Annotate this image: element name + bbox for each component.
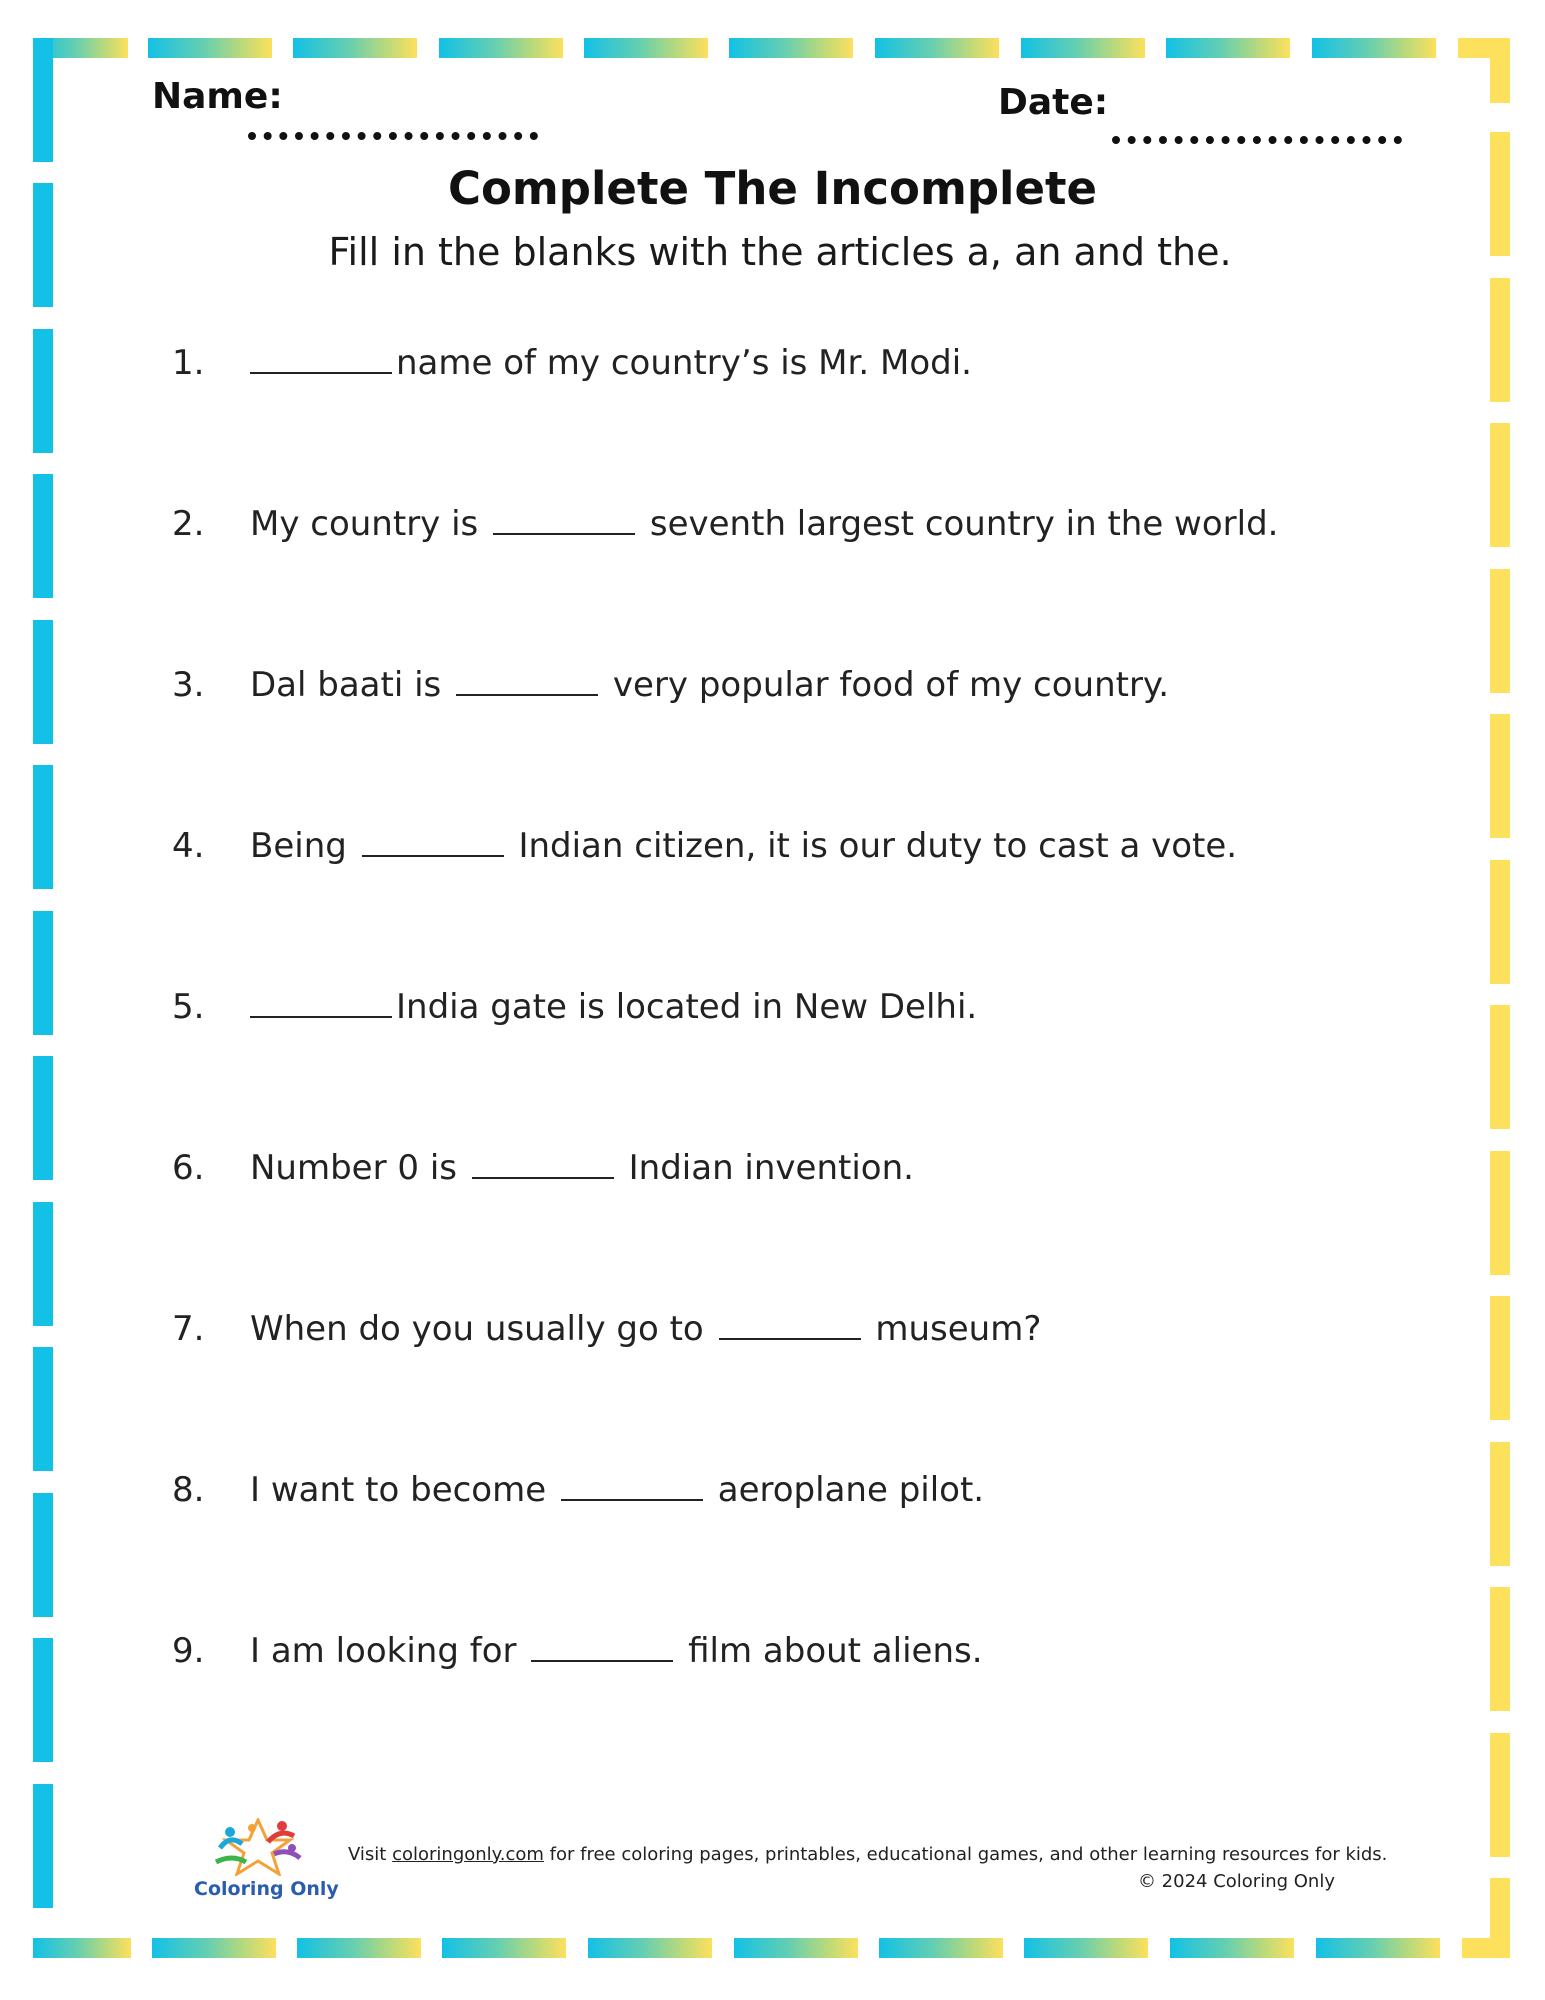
answer-blank[interactable] [719,1306,861,1340]
answer-blank[interactable] [456,662,598,696]
question-text-before: I want to become [250,1470,547,1510]
question-text-before: When do you usually go to [250,1309,704,1349]
coloringonly-link[interactable]: coloringonly.com [392,1844,544,1865]
question-text-before: Number 0 is [250,1148,457,1188]
answer-blank[interactable] [250,340,392,374]
question-text-after: India gate is located in New Delhi. [396,987,978,1027]
question-number: 1. [172,343,205,383]
footer-visit-suffix: for free coloring pages, printables, educational games, and other learning resources for kids. [549,1844,1388,1865]
question-number: 5. [172,987,205,1027]
answer-blank[interactable] [250,984,392,1018]
worksheet-instructions: Fill in the blanks with the articles a, an and the. [328,230,1232,274]
date-field[interactable] [1112,136,1402,144]
question-text-after: very popular food of my country. [612,665,1170,705]
star-people-logo-icon [212,1818,304,1876]
question-number: 2. [172,504,205,544]
question-text-after: Indian citizen, it is our duty to cast a vote. [518,826,1238,866]
answer-blank[interactable] [362,823,504,857]
footer-visit-prefix: Visit [348,1844,387,1865]
question-text-before: Being [250,826,347,866]
question-text-before: Dal baati is [250,665,442,705]
question-text-after: film about aliens. [688,1631,983,1671]
answer-blank[interactable] [561,1467,703,1501]
worksheet-title: Complete The Incomplete [447,162,1098,215]
question-number: 4. [172,826,205,866]
answer-blank[interactable] [531,1628,673,1662]
question-number: 3. [172,665,205,705]
question-number: 9. [172,1631,205,1671]
question-text-before: I am looking for [250,1631,517,1671]
answer-blank[interactable] [472,1145,614,1179]
question-text-after: aeroplane pilot. [717,1470,985,1510]
footer-visit-line [348,1844,1387,1865]
question-text-before: My country is [250,504,479,544]
question-text-after: museum? [875,1309,1042,1349]
footer-copyright: © 2024 Coloring Only [1137,1871,1335,1892]
question-text-after: seventh largest country in the world. [649,504,1279,544]
logo-text: Coloring Only [194,1878,339,1900]
date-label: Date: [998,82,1109,123]
name-label: Name: [152,76,283,117]
question-number: 7. [172,1309,205,1349]
question-number: 6. [172,1148,205,1188]
question-text-after: Indian invention. [628,1148,914,1188]
question-number: 8. [172,1470,205,1510]
name-field[interactable] [248,132,538,140]
answer-blank[interactable] [493,501,635,535]
question-text-after: name of my country’s is Mr. Modi. [396,343,972,383]
